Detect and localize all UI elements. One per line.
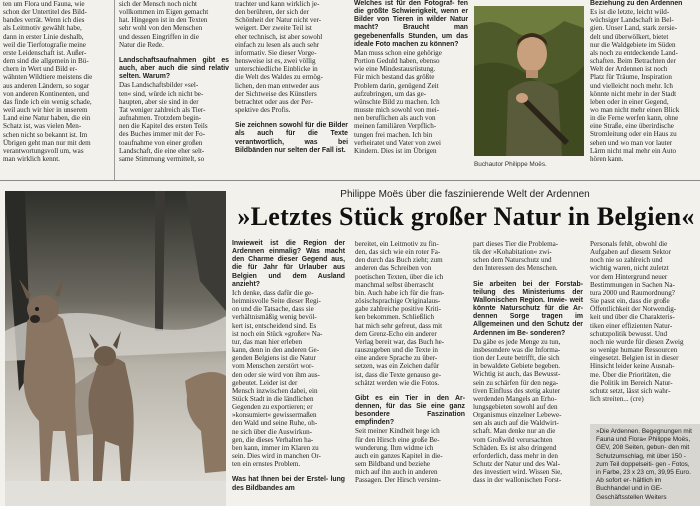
- text-line: hat mich sehr gefreut, dass mit: [355, 321, 443, 330]
- text-line: poetischen Texten, über die ich: [355, 272, 444, 281]
- text-line: einfach zu lesen als auch sehr: [235, 40, 320, 49]
- text-line: part dieses Tier die Problema-: [473, 240, 559, 248]
- text-line: Kindern. Dies ist im Übrigen: [354, 146, 437, 155]
- text-line: und vielleicht noch mehr. Ich: [590, 81, 673, 90]
- text-line: Wichtig ist auch, das Bewusst-: [473, 370, 561, 379]
- text-line: in bewaldete Gebiete begeben.: [473, 362, 561, 371]
- text-line: hensweise ist es, zwei völlig: [235, 57, 316, 66]
- text-line: ne sich über die Auswirkun-: [232, 427, 312, 436]
- text-line: ten um Flora und Fauna, wie: [3, 0, 85, 8]
- text-line: als Leitmotiv gewählt habe,: [3, 24, 82, 33]
- text-line: informativ. Sie dieser Vorge-: [235, 48, 317, 57]
- text-line: ben kann, immer im Klaren zu: [232, 443, 319, 452]
- text-line: verantwortungsvoll um, was: [3, 146, 84, 155]
- text-line: ist noch ein Stück »großer« Na-: [232, 329, 323, 338]
- text-line: ken bekommen. Schließlich: [355, 313, 434, 322]
- text-line: manchmal selbst überrascht: [355, 280, 434, 289]
- text-line: des investiert wird. Wissen Sie,: [473, 468, 563, 477]
- text-line: sehr wohl von den Menschen: [119, 24, 203, 33]
- text-line: verheiratet und Vater von zwei: [354, 138, 441, 147]
- text-line: in die Ferne werfen kann, ohne: [590, 114, 679, 123]
- text-line: betrachtet oder aus der Per-: [235, 97, 313, 106]
- text-line: Schutz der Natur und des Wal-: [473, 460, 560, 469]
- text-line: schaften. Beim Betrachten der: [590, 57, 676, 66]
- text-line: wie eine Mindestausrüstung.: [354, 65, 436, 74]
- text-line: nen beruflichen als auch von: [354, 114, 436, 123]
- text-line: aufnahmen. Trotzdem begin-: [119, 114, 202, 123]
- text-line: leben oder in einer Gegend,: [590, 97, 669, 106]
- text-line: Natur die Rede.: [119, 40, 164, 49]
- text-line: eingesetzt. Belgien ist in dieser: [590, 354, 679, 363]
- interview-question: Gibt es ein Tier in den Ar- dennen, für das Sie eine ganz besondere Faszination empfinden?: [355, 394, 465, 427]
- text-line: für den Hirsch eine große Be-: [355, 435, 440, 444]
- text-line: Gegenden zu exportieren; er: [232, 403, 313, 412]
- text-line: on und die Tatsache, dass sie: [232, 305, 314, 314]
- text-line: erforderlich, dass mehr in den: [473, 451, 558, 460]
- text-line: trachter und kann wirklich je-: [235, 0, 320, 8]
- text-line: Das Landschaftsbilder »sel-: [119, 81, 199, 90]
- text-line: Mensch inzwischen dabei, ein: [232, 386, 318, 395]
- text-line: vom Menschen zerstört wor-: [232, 362, 314, 371]
- text-line: Schäden. Es ist also dringend: [473, 443, 557, 452]
- text-line: musste mich sowohl von mei-: [354, 106, 440, 115]
- text-line: vom Großwild verursachten: [473, 435, 553, 444]
- text-line: Landschaft, die eine eher selt-: [119, 146, 205, 155]
- text-line: den durch das Buch zieht; zum: [355, 256, 443, 265]
- text-line: eher technisch, ist aber sowohl: [235, 32, 323, 41]
- text-line: Ich denke, dass dafür die ge-: [232, 288, 314, 297]
- text-line: so wenige humane Ressourcen: [590, 346, 678, 355]
- text-line: das finde ich ein wenig schade,: [3, 97, 92, 106]
- text-line: ist, dass die Texte genauso ge-: [355, 370, 442, 379]
- text-line: die Politik im Bereich Natur-: [590, 378, 673, 387]
- book-info-box: »Die Ardennen. Begegnungen mit Fauna und Flora« Philippe Moës, GEV, 208 Seiten, gebun- den mit Schutzumschlag, mit über 150 - zum Teil doppelseiti- gen - Fotos, in Farbe, 23 x 23 cm, 39,95 Euro. Ab sofort er- hältlich im Buchhandel und in GE-Geschäftsstellen Weiters: [590, 424, 700, 506]
- text-line: lich streiten... (cre): [590, 394, 644, 403]
- author-photo: [474, 6, 584, 156]
- text-line: schen nicht so bekannt ist. Im: [3, 130, 88, 139]
- text-line: delt und überwölkert, bietet: [590, 32, 669, 41]
- text-line: zösischsprachige Originalaus-: [355, 297, 441, 306]
- text-line: Bestimmungen in Sachen Na-: [590, 280, 675, 289]
- text-line: meinen familiären Verpflich-: [354, 122, 437, 131]
- text-line: erste Leidenschaft ist. Außer-: [3, 48, 87, 57]
- text-line: anderen das Schreiben von: [355, 264, 432, 273]
- text-line: chern in Wert und Bild er-: [3, 65, 78, 74]
- text-line: kann, denn in den anderen Ge-: [232, 346, 320, 355]
- top-column-2: [119, 0, 229, 163]
- text-line: den Interessen des Menschen.: [473, 264, 558, 273]
- text-line: Man muss schon eine gehörige: [354, 48, 442, 57]
- interview-question: Inwieweit ist die Region der Ardennen einmalig? Was macht den Charme dieser Gegend aus, die für Jahr für Urlauber aus Belgien und dem Ausland anzieht?: [232, 240, 345, 288]
- interview-question: Landschaftsaufnahmen gibt es auch, aber auch die sind relativ selten. Warum?: [119, 56, 229, 81]
- text-line: haupten, aber sie sind in der: [119, 97, 199, 106]
- text-line: gien. Unser Land, stark zersie-: [590, 24, 678, 33]
- interview-question: Sie arbeiten bei der Forstab- teilung des Ministeriums der Wallonischen Region. Inwie- weit könnte Naturschutz für die Ar- dennen Sorge tragen im Allgemeinen und den Schutz der Ardennen im Be- sonderen?: [473, 280, 583, 337]
- top-column-1: [3, 0, 110, 163]
- text-line: setzen, was ein Zeichen dafür: [355, 362, 440, 371]
- text-line: Hinsicht leider keine Ausnah-: [590, 362, 675, 371]
- text-line: hören kann.: [590, 154, 624, 163]
- text-line: Organismus einzelner Lebewe-: [473, 411, 562, 420]
- text-line: Land eine Natur haben, die ein: [3, 114, 91, 123]
- text-line: spektive des Profis.: [235, 106, 291, 115]
- text-line: toaufnahme von einer großen: [119, 138, 203, 147]
- text-line: Seit meiner Kindheit hege ich: [355, 427, 440, 436]
- text-line: schutzpolitik bewusst. Und: [590, 329, 668, 338]
- text-line: Problem darin, genügend Zeit: [354, 81, 439, 90]
- text-line: schon der Untertitel des Bild-: [3, 8, 87, 17]
- text-line: den oder sie wird von ihm aus-: [232, 370, 320, 379]
- interview-question: Sie zeichnen sowohl für die Bilder als auch für die Texte verantwortlich, was bei Bildbänden nur selten der Fall ist.: [235, 122, 348, 154]
- text-line: werdenden Mangels an Erho-: [473, 394, 557, 403]
- text-line: verhältnismäßig wenig bevöl-: [232, 313, 317, 322]
- text-line: gen, die dieses Verhalten ha-: [232, 435, 314, 444]
- text-line: vollkommen im Eigen gemacht: [119, 8, 209, 17]
- text-line: Welt der Ardennen ist noch: [590, 65, 668, 74]
- text-line: wunderung. Ihm widme ich: [355, 443, 434, 452]
- text-line: weil die Tierfotografie meine: [3, 40, 86, 49]
- text-line: des Buches immer mit der Fo-: [119, 130, 206, 139]
- text-line: den, das sich wie ein roter Fa-: [355, 248, 441, 257]
- text-line: sein zu schärfen für den nega-: [473, 378, 559, 387]
- text-line: noch nie wurde für diesen Zweig: [590, 337, 684, 346]
- text-line: dem sind die allgemein in Bü-: [3, 57, 89, 66]
- text-line: eine Straße, eine überirdische: [590, 122, 674, 131]
- text-line: Es ist die letzte, leicht wild-: [590, 8, 670, 17]
- text-line: tion der Leute betrifft, die sich: [473, 354, 560, 363]
- text-line: bin. Auch habe ich für die fran-: [355, 288, 445, 297]
- text-line: tik der »Kohabitation« zwi-: [473, 248, 552, 257]
- text-line: Stromleitung oder ein Haus zu: [590, 130, 677, 139]
- text-line: dann in erster Linie deshalb,: [3, 32, 84, 41]
- text-line: tiven Einfluss des stetig akuter: [473, 386, 561, 395]
- text-line: sein. Dies wird in manchen Or-: [232, 452, 321, 461]
- top-column-5: [590, 0, 698, 163]
- text-line: weigert. Der zweite Teil ist: [235, 24, 312, 33]
- text-line: sem Bildband und beziehe: [355, 460, 431, 469]
- text-line: tur, das man hier erleben: [232, 337, 303, 346]
- text-line: wünschte Bild zu machen. Ich: [354, 97, 440, 106]
- text-line: unterschiedliche Einblicke in: [235, 65, 318, 74]
- text-line: Personals fehlt, obwohl die: [590, 240, 668, 248]
- text-line: insbesondere was die Informa-: [473, 345, 561, 354]
- text-line: schaft. Man denke nur an die: [473, 427, 556, 436]
- text-line: man wirklich kennt.: [3, 154, 60, 163]
- text-line: »konsumiert« gewissermaßen: [232, 411, 317, 420]
- text-line: mich auf ihn auch in anderen: [355, 468, 438, 477]
- text-line: keit und über die Charakteris-: [590, 313, 675, 322]
- text-line: rauszugeben und die Texte in: [355, 346, 438, 355]
- text-line: lichen, den man entweder aus: [235, 81, 320, 90]
- text-line: schutz setzt, lässt sich wahr-: [590, 386, 671, 395]
- text-line: von anderen Kontinenten, und: [3, 89, 89, 98]
- text-line: sehen und wo man vor lauter: [590, 138, 673, 147]
- text-line: ten« sind, würde ich nicht be-: [119, 89, 204, 98]
- text-line: me. Über die Prioritäten, die: [590, 370, 671, 379]
- text-line: bandes verrät. Wenn ich dies: [3, 16, 85, 25]
- text-line: Tat weniger zahlreich als Tier-: [119, 105, 206, 114]
- text-line: und dessen Eingriffen in die: [119, 32, 199, 41]
- text-line: Da gäbe es jede Menge zu tun,: [473, 337, 561, 346]
- article-column-2: [355, 240, 465, 485]
- text-line: gebeutet. Leider ist der: [232, 378, 298, 387]
- text-line: gabe zahlreiche positive Kriti-: [355, 305, 442, 314]
- text-line: tiken einer effizienten Natur-: [590, 321, 673, 330]
- section-rule: [0, 180, 700, 181]
- text-line: heimnisvolle Seite dieser Regi-: [232, 297, 321, 306]
- text-line: same Stimmung vermittelt, so: [119, 154, 205, 163]
- text-line: wähnten Wildtiere meistens die: [3, 73, 93, 82]
- subheading: Beziehung zu den Ardennen: [590, 0, 683, 7]
- text-line: dem Grenz-Echo ein anderer: [355, 329, 437, 338]
- text-line: auch ein ganzes Kapitel in die-: [355, 451, 443, 460]
- top-column-4: [354, 0, 468, 155]
- text-line: weil auch wir hier in unserem: [3, 106, 88, 115]
- article-column-3: [473, 240, 583, 485]
- text-line: schen dem Naturschutz und: [473, 256, 552, 265]
- text-line: Portion Geduld haben, ebenso: [354, 57, 440, 66]
- text-line: noch nie so zahlreich und: [590, 256, 663, 265]
- text-line: sich der Mensch noch nicht: [119, 0, 198, 8]
- text-line: sen als auch auf die Waldwirt-: [473, 419, 559, 428]
- text-line: Für mich bestand das größte: [354, 73, 435, 82]
- text-line: Stück Stadt in die ländlichen: [232, 394, 314, 403]
- text-line: wo man nicht mehr einen Blick: [590, 105, 680, 114]
- text-line: Verlag bereit war, das Buch he-: [355, 337, 445, 346]
- top-column-3: [235, 0, 348, 155]
- interview-question: Was hat Ihnen bei der Erstel- lung des Bildbandes am: [232, 476, 345, 492]
- deer-photo: [5, 191, 226, 506]
- text-line: Übrigen geht man nur mit dem: [3, 138, 91, 147]
- text-line: bereitet, ein Leitmotiv zu fin-: [355, 240, 439, 248]
- article-column-1: [232, 240, 345, 493]
- photo-caption: Buchautor Philippe Moës.: [474, 161, 547, 168]
- column-divider: [114, 0, 115, 180]
- text-line: Passagen. Der Hirsch versinn-: [355, 476, 441, 485]
- text-line: den berühren, der sich der: [235, 8, 309, 17]
- text-line: die Welt des Waldes zu ermög-: [235, 73, 323, 82]
- text-line: Schönheit der Natur nicht ver-: [235, 16, 322, 25]
- text-line: hat. Hingegen ist in den Texten: [119, 16, 208, 25]
- text-line: schätzt werden wie die Fotos.: [355, 378, 440, 387]
- text-line: nur die Waldgebiete im Süden: [590, 40, 676, 49]
- text-line: lungsgebieten sowohl auf den: [473, 402, 558, 411]
- text-line: den Wald und seine Ruhe, oh-: [232, 419, 318, 428]
- text-line: nen die Kapitel des ersten Teils: [119, 122, 208, 131]
- text-line: wüchsiger Landschaft in Bel-: [590, 16, 674, 25]
- text-line: aufzubringen, um das ge-: [354, 89, 427, 98]
- text-line: tungen frei machen. Ich bin: [354, 130, 433, 139]
- text-line: wichtig waren, nicht zuletzt: [590, 264, 669, 273]
- text-line: dass in der wallonischen Forst-: [473, 476, 562, 485]
- article-column-4: [590, 240, 698, 403]
- text-line: genden Belgiens ist die Natur: [232, 354, 316, 363]
- text-line: tura 2000 und Raumordnung?: [590, 288, 675, 297]
- article-kicker: Philippe Moës über die faszinierende Welt der Ardennen: [340, 189, 590, 200]
- article-headline: »Letztes Stück großer Natur in Belgien«: [237, 202, 695, 231]
- text-line: Lärm nicht mal mehr ein Auto: [590, 146, 677, 155]
- text-line: vor dem Hintergrund neuer: [590, 272, 668, 281]
- text-line: könnte nicht mehr in der Stadt: [590, 89, 677, 98]
- text-line: ten ein ernstes Problem.: [232, 460, 301, 469]
- text-line: eine andere Sprache zu über-: [355, 354, 438, 363]
- text-line: der Sichtweise des Künstlers: [235, 89, 317, 98]
- text-line: Aufgaben auf diesem Sektor: [590, 248, 671, 257]
- text-line: aus anderen Ländern, so sogar: [3, 81, 90, 90]
- text-line: Sie passt ein, dass die große: [590, 297, 670, 306]
- text-line: Öffentlichkeit der Notwendig-: [590, 305, 677, 314]
- text-line: Schatz ist, was vielen Men-: [3, 122, 82, 131]
- text-line: als noch zu entdeckende Land-: [590, 48, 678, 57]
- text-line: Platz für Träume, Inspiration: [590, 73, 672, 82]
- text-line: kert ist, entscheidend sind. Es: [232, 321, 317, 330]
- interview-question: Welches ist für den Fotograf- fen die größte Schwierigkeit, wenn er Bilder von Tieren in wilder Natur macht? Braucht man gegebenenfalls Stunden, um das ideale Foto machen zu können?: [354, 0, 468, 48]
